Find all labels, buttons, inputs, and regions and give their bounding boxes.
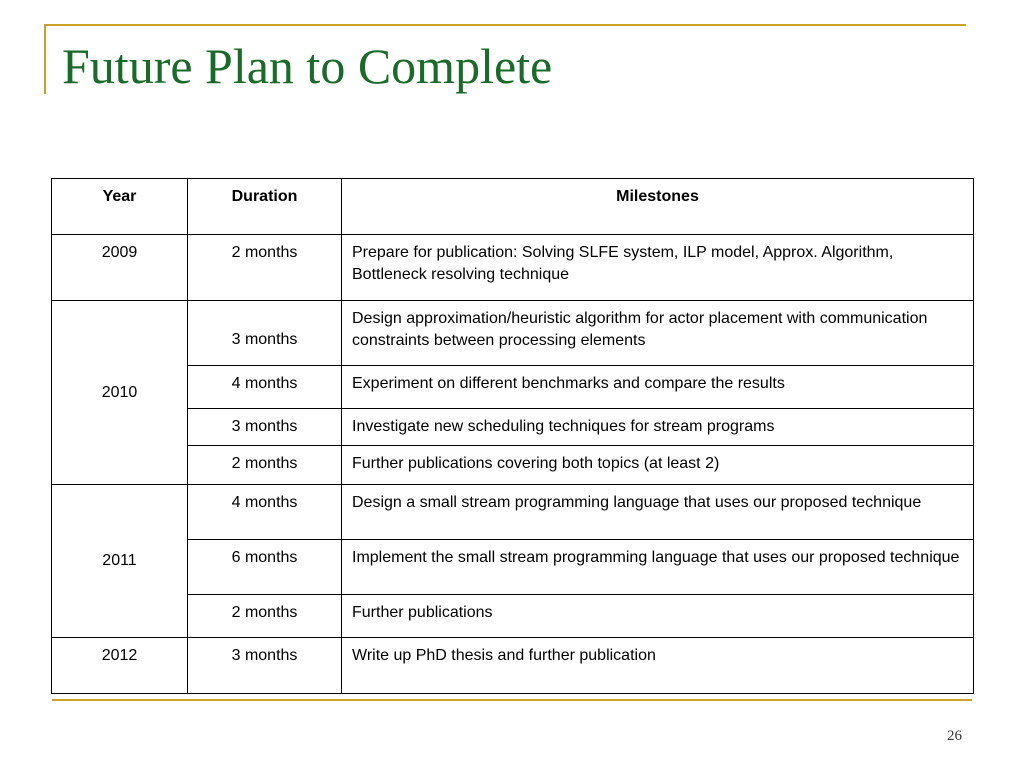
table-row: [52, 638, 974, 694]
page-number: 26: [947, 728, 962, 744]
milestone-cell: Design approximation/heuristic algorithm for actor placement with communication constraints between processing elements: [342, 301, 974, 366]
header-duration: Duration: [188, 179, 342, 235]
table-row: [52, 595, 974, 638]
table-row: [52, 409, 974, 446]
table-row: [52, 301, 974, 366]
milestone-cell: Further publications: [342, 595, 974, 638]
header-year: Year: [52, 179, 188, 235]
year-cell-2010: 2010: [52, 301, 188, 485]
milestone-cell: Further publications covering both topics (at least 2): [342, 446, 974, 485]
year-cell-2012: 2012: [52, 638, 188, 694]
duration-cell: 2 months: [188, 595, 342, 638]
table-row: [52, 366, 974, 409]
milestone-cell: Investigate new scheduling techniques for stream programs: [342, 409, 974, 446]
milestone-cell: Experiment on different benchmarks and compare the results: [342, 366, 974, 409]
table-row: [52, 485, 974, 540]
year-cell-2009: 2009: [52, 235, 188, 301]
year-cell-2011: 2011: [52, 485, 188, 638]
milestone-cell: Write up PhD thesis and further publication: [342, 638, 974, 694]
duration-cell: 2 months: [188, 446, 342, 485]
table-row: [52, 446, 974, 485]
slide-title: Future Plan to Complete: [62, 38, 553, 94]
duration-cell: 2 months: [188, 235, 342, 301]
table-header-row: [52, 179, 974, 235]
duration-cell: 3 months: [188, 638, 342, 694]
duration-cell: 3 months: [188, 409, 342, 446]
footer-divider: [52, 699, 972, 701]
duration-cell: 6 months: [188, 540, 342, 595]
milestone-cell: Design a small stream programming language that uses our proposed technique: [342, 485, 974, 540]
duration-cell: 3 months: [188, 301, 342, 366]
future-plan-table: [51, 178, 974, 694]
duration-cell: 4 months: [188, 485, 342, 540]
duration-cell: 4 months: [188, 366, 342, 409]
milestone-cell: Prepare for publication: Solving SLFE system, ILP model, Approx. Algorithm, Bottleneck resolving technique: [342, 235, 974, 301]
table-row: [52, 540, 974, 595]
header-milestones: Milestones: [342, 179, 974, 235]
table-row: [52, 235, 974, 301]
milestone-cell: Implement the small stream programming language that uses our proposed technique: [342, 540, 974, 595]
